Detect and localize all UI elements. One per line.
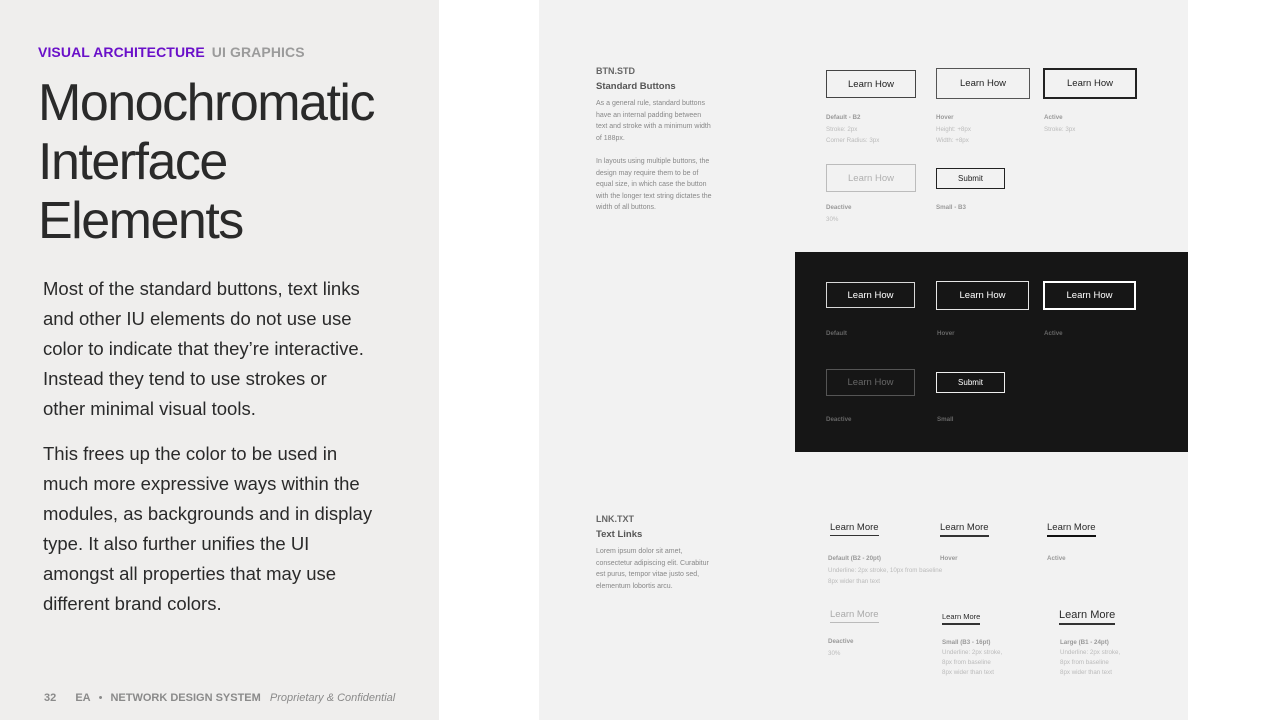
note-deactive <box>826 202 851 225</box>
title-line: Elements <box>38 192 243 250</box>
learn-how-button-dark-default[interactable]: Learn How <box>826 282 915 308</box>
note-small <box>936 202 966 214</box>
footer-separator: • <box>98 692 103 704</box>
note-line: 30% <box>828 649 841 657</box>
page-number: 32 <box>44 692 57 704</box>
learn-how-button-dark-active[interactable]: Learn How <box>1043 281 1136 310</box>
submit-button-small[interactable]: Submit <box>936 168 1005 189</box>
link-note-small <box>942 638 1002 678</box>
dark-note-hover: Hover <box>937 330 955 337</box>
note-line: 8px from baseline <box>942 659 991 666</box>
learn-more-link-small[interactable]: Learn More <box>942 612 980 625</box>
buttons-spec-desc-2: In layouts using multiple buttons, the design may require them to be of equal size, in which case the button with the longer text string dictates the width of all buttons. <box>596 158 712 211</box>
note-title: Deactive <box>828 638 854 645</box>
learn-how-button-hover[interactable]: Learn How <box>936 68 1030 99</box>
note-line: 8px wider than text <box>828 578 880 585</box>
buttons-spec-code: BTN.STD <box>596 66 635 76</box>
note-line: 8px wider than text <box>1060 669 1112 676</box>
learn-more-link-hover[interactable]: Learn More <box>940 522 989 537</box>
dark-note-active: Active <box>1044 330 1063 337</box>
note-line: Underline: 2px stroke, 10px from baseline <box>828 566 943 574</box>
link-note-deactive <box>828 636 853 659</box>
buttons-spec-desc-1: As a general rule, standard buttons have an internal padding between text and stroke with a minimum width of 188px. <box>596 100 711 142</box>
section-label: VISUAL ARCHITECTURE <box>38 44 205 60</box>
links-spec-code: LNK.TXT <box>596 514 634 524</box>
note-hover <box>936 112 971 147</box>
note-title: Default - B2 <box>826 114 861 121</box>
learn-how-button-active[interactable]: Learn How <box>1043 68 1137 99</box>
learn-more-link-default[interactable]: Learn More <box>830 522 879 536</box>
body-paragraph-1: Most of the standard buttons, text links and other IU elements do not use use color to indicate that they’re interactive. Instead they tend to use strokes or other minimal visual tools. <box>43 278 364 419</box>
title-line: Monochromatic <box>38 74 374 132</box>
note-active <box>1044 112 1075 135</box>
note-line: Underline: 2px stroke, <box>942 649 1003 656</box>
learn-more-link-active[interactable]: Learn More <box>1047 522 1096 537</box>
section-kicker <box>38 44 305 60</box>
buttons-spec <box>596 66 712 214</box>
note-line: 8px wider than text <box>942 669 994 676</box>
learn-how-button-dark-hover[interactable]: Learn How <box>936 281 1029 310</box>
body-paragraph-2: This frees up the color to be used in much more expressive ways within the modules, as backgrounds and in display type. It also further unifies the UI amongst all properties that may use different brand colors. <box>43 443 373 614</box>
page-title <box>38 74 374 251</box>
dark-note-default: Default <box>826 330 847 337</box>
link-note-default <box>828 553 942 588</box>
note-line: Width: +8px <box>936 137 969 144</box>
title-line: Interface <box>38 133 227 191</box>
note-line: Height: +8px <box>936 125 971 133</box>
learn-more-link-deactive[interactable]: Learn More <box>830 609 879 623</box>
left-panel <box>0 0 439 720</box>
note-line: 8px from baseline <box>1060 659 1109 666</box>
subsection-label: UI GRAPHICS <box>211 44 305 60</box>
note-title: Hover <box>936 114 954 121</box>
dark-note-small: Small <box>937 416 954 423</box>
links-spec-desc: Lorem ipsum dolor sit amet, consectetur adipiscing elit. Curabitur est purus, tempor vitae justo sed, elementum lobortis arcu. <box>596 548 709 590</box>
note-default <box>826 112 879 147</box>
submit-button-dark-small[interactable]: Submit <box>936 372 1005 393</box>
note-title: Default (B2 - 20pt) <box>828 555 881 562</box>
buttons-spec-name: Standard Buttons <box>596 81 676 92</box>
note-line: Corner Radius: 3px <box>826 137 880 144</box>
note-title: Active <box>1047 555 1066 562</box>
learn-how-button-default[interactable]: Learn How <box>826 70 916 98</box>
note-title: Active <box>1044 114 1063 121</box>
note-line: Stroke: 3px <box>1044 125 1076 133</box>
footer-system: NETWORK DESIGN SYSTEM <box>110 692 261 704</box>
note-line: Stroke: 2px <box>826 125 858 133</box>
footer-confidential: Proprietary & Confidential <box>269 692 396 704</box>
page-footer <box>44 692 395 704</box>
links-spec <box>596 514 712 592</box>
note-title: Hover <box>940 555 958 562</box>
note-title: Deactive <box>826 204 852 211</box>
note-title: Small - B3 <box>936 204 966 211</box>
footer-brand: EA <box>75 692 91 704</box>
links-spec-name: Text Links <box>596 529 643 540</box>
link-note-large <box>1060 638 1120 678</box>
learn-how-button-deactive[interactable]: Learn How <box>826 164 916 192</box>
learn-how-button-dark-deactive[interactable]: Learn How <box>826 369 915 396</box>
note-title: Large (B1 - 24pt) <box>1060 639 1109 646</box>
note-line: 30% <box>826 215 839 223</box>
note-line: Underline: 2px stroke, <box>1060 649 1121 656</box>
learn-more-link-large[interactable]: Learn More <box>1059 609 1115 625</box>
note-title: Small (B3 - 16pt) <box>942 639 991 646</box>
link-note-active <box>1047 553 1066 565</box>
link-note-hover <box>940 553 958 565</box>
dark-note-deactive: Deactive <box>826 416 852 423</box>
